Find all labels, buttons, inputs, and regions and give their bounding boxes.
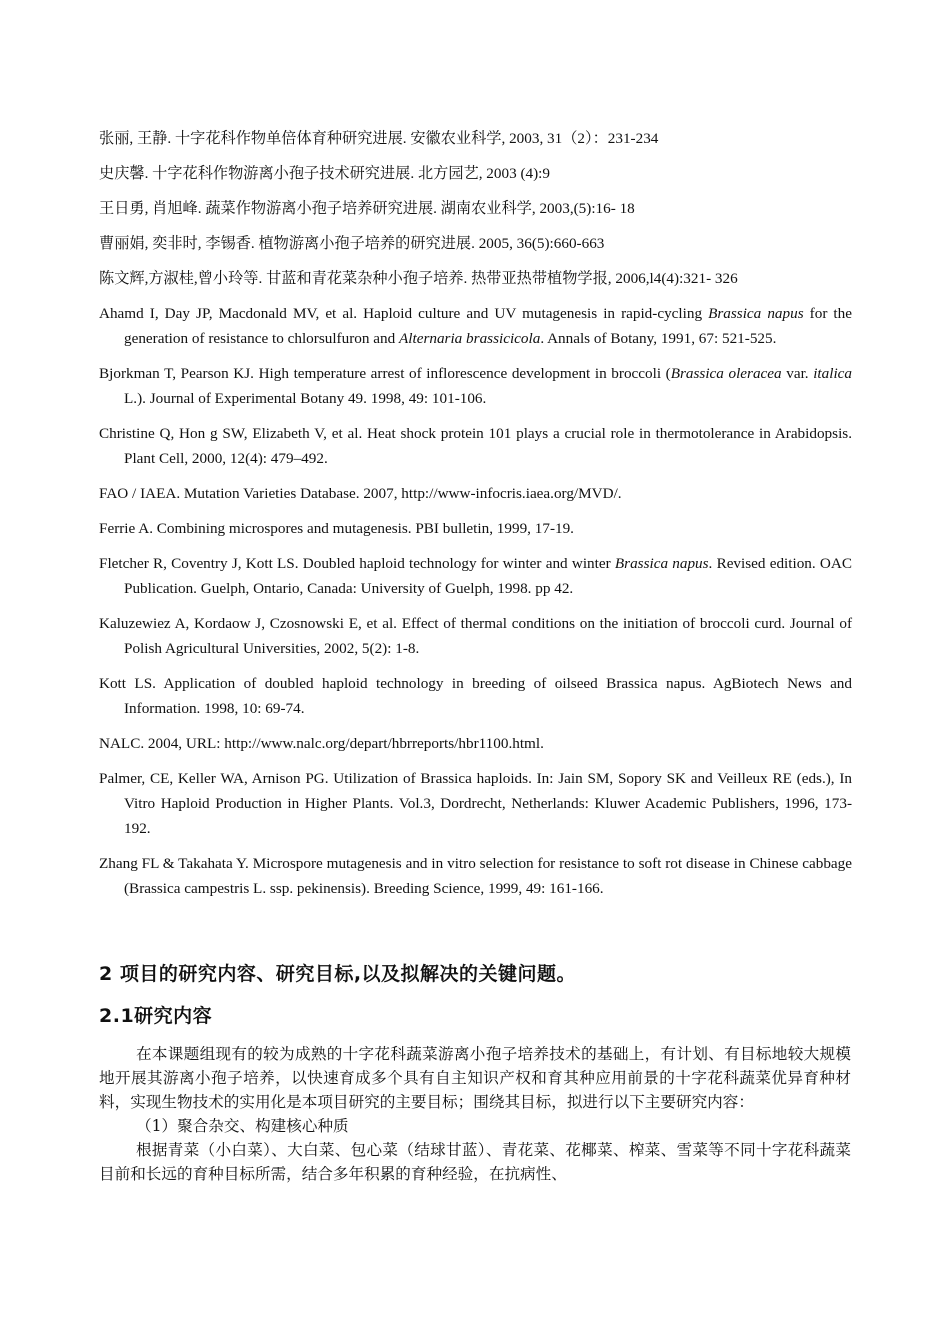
reference-italic-text: Brassica napus [708, 305, 804, 322]
reference-text: Ferrie A. Combining microspores and mutagenesis. PBI bulletin, 1999, 17-19. [99, 520, 574, 537]
reference-item [99, 731, 852, 756]
reference-item [99, 266, 852, 291]
reference-item [99, 671, 852, 721]
reference-item [99, 126, 852, 151]
reference-item [99, 231, 852, 256]
reference-text: 张丽, 王静. 十字花科作物单倍体育种研究进展. 安徽农业科学, 2003, 31（2）：231-234 [99, 130, 659, 147]
reference-list [99, 126, 852, 911]
reference-text: 曹丽娟, 奕非时, 李锡香. 植物游离小孢子培养的研究进展. 2005, 36(5):660-663 [99, 235, 605, 252]
reference-text: Kott LS. Application of doubled haploid technology in breeding of oilseed Brassica napus. AgBiotech News and Information. 1998, 10: 69-74. [99, 675, 852, 717]
section-heading: 2 项目的研究内容、研究目标,以及拟解决的关键问题。 [99, 963, 577, 985]
reference-text: Bjorkman T, Pearson KJ. High temperature arrest of inflorescence development in broccoli ( [99, 365, 671, 382]
reference-italic-text: Brassica napus [614, 555, 709, 572]
reference-item [99, 516, 852, 541]
reference-text: Ahamd I, Day JP, Macdonald MV, et al. Haploid culture and UV mutagenesis in rapid-cycling [99, 305, 709, 322]
reference-text: Christine Q, Hon g SW, Elizabeth V, et al. Heat shock protein 101 plays a crucial role in thermotolerance in Arabidopsis. Plant Cell, 2000, 12(4): 479–492. [99, 425, 852, 467]
reference-item [99, 481, 852, 506]
body-paragraph-1: 在本课题组现有的较为成熟的十字花科蔬菜游离小孢子培养技术的基础上，有计划、有目标地较大规模地开展其游离小孢子培养，以快速育成多个具有自主知识产权和育其种应用前景的十字花科蔬菜优异育种材料，实现生物技术的实用化是本项目研究的主要目标；围绕其目标，拟进行以下主要研究内容： [99, 1045, 851, 1111]
reference-item [99, 421, 852, 471]
reference-text: Fletcher R, Coventry J, Kott LS. Doubled haploid technology for winter and winter [99, 555, 615, 572]
reference-italic-text: italica [813, 365, 852, 382]
section-body [99, 1042, 851, 1186]
reference-item [99, 161, 852, 186]
reference-text: L.). Journal of Experimental Botany 49. 1998, 49: 101-106. [124, 390, 487, 407]
reference-item [99, 611, 852, 661]
reference-text: FAO / IAEA. Mutation Varieties Database. 2007, http://www-infocris.iaea.org/MVD/. [99, 485, 622, 502]
reference-text: 陈文辉,方淑桂,曾小玲等. 甘蓝和青花菜杂种小孢子培养. 热带亚热带植物学报, 2006,l4(4):321- 326 [99, 270, 738, 287]
reference-text: Palmer, CE, Keller WA, Arnison PG. Utilization of Brassica haploids. In: Jain SM, Sopory SK and Veilleux RE (eds.), In Vitro Haploid Production in Higher Plants. Vol.3, Dordrecht, Netherlands: Kluwer Academic Publishers, 1996, 173-192. [99, 770, 852, 837]
reference-item [99, 301, 852, 351]
body-paragraph-2: 根据青菜（小白菜）、大白菜、包心菜（结球甘蓝）、青花菜、花椰菜、榨菜、雪菜等不同十字花科蔬菜目前和长远的育种目标所需，结合多年积累的育种经验，在抗病性、 [99, 1141, 851, 1183]
subsection-heading: 2.1研究内容 [99, 1005, 213, 1027]
reference-text: Zhang FL & Takahata Y. Microspore mutagenesis and in vitro selection for resistance to soft rot disease in Chinese cabbage (Brassica campestris L. ssp. pekinensis). Breeding Science, 1999, 49: 161-166. [99, 855, 852, 897]
reference-item [99, 851, 852, 901]
reference-item [99, 766, 852, 841]
reference-text: Kaluzewiez A, Kordaow J, Czosnowski E, et al. Effect of thermal conditions on the initiation of broccoli curd. Journal of Polish Agricultural Universities, 2002, 5(2): 1-8. [99, 615, 852, 657]
reference-item [99, 551, 852, 601]
section-2 [99, 960, 859, 988]
section-2-1 [99, 1002, 859, 1030]
reference-text: . Revised edition. OAC Publication. Guelph, Ontario, Canada: University of Guelph, 1998. pp 42. [124, 555, 852, 597]
reference-text: 王日勇, 肖旭峰. 蔬菜作物游离小孢子培养研究进展. 湖南农业科学, 2003,(5):16- 18 [99, 200, 635, 217]
reference-text: var. [781, 365, 814, 382]
reference-text: 史庆馨. 十字花科作物游离小孢子技术研究进展. 北方园艺, 2003 (4):9 [99, 165, 550, 182]
reference-text: for the generation of resistance to chlorsulfuron and [124, 305, 852, 347]
reference-italic-text: Brassica oleracea [670, 365, 782, 382]
reference-item [99, 361, 852, 411]
reference-text: . Annals of Botany, 1991, 67: 521-525. [540, 330, 777, 347]
reference-text: NALC. 2004, URL: http://www.nalc.org/depart/hbrreports/hbr1100.html. [99, 735, 544, 752]
reference-italic-text: Alternaria brassicicola [398, 330, 541, 347]
reference-item [99, 196, 852, 221]
list-item-1: （1）聚合杂交、构建核心种质 [136, 1117, 349, 1135]
